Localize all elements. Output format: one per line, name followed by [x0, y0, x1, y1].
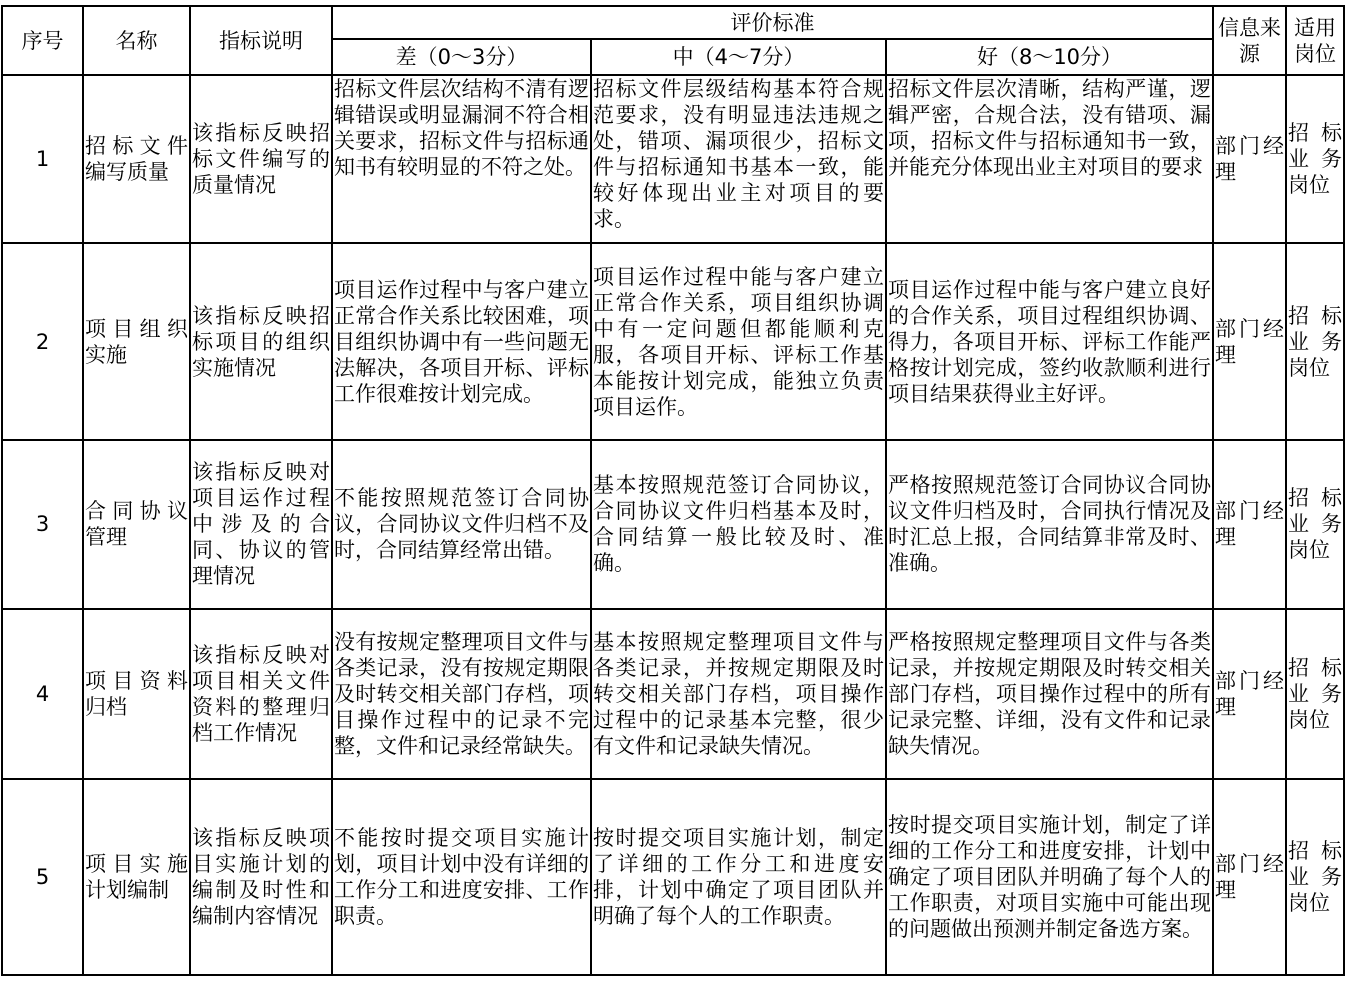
row-index: 4	[2, 609, 83, 778]
row-name: 招标文件编写质量	[83, 75, 190, 243]
row-good: 招标文件层次清晰，结构严谨，逻辑严密，合规合法，没有错项、漏项，招标文件与招标通知书一致，并能充分体现出业主对项目的要求	[886, 75, 1213, 243]
row-poor: 招标文件层次结构不清有逻辑错误或明显漏洞不符合相关要求，招标文件与招标通知书有较明显的不符之处。	[332, 75, 591, 243]
evaluation-table	[1, 5, 1345, 976]
row-description: 该指标反映招标项目的组织实施情况	[190, 243, 332, 439]
table-row	[2, 75, 1344, 243]
row-description: 该指标反映项目实施计划的编制及时性和编制内容情况	[190, 779, 332, 975]
table-row	[2, 609, 1344, 778]
row-index: 1	[2, 75, 83, 243]
row-source: 部门经理	[1213, 75, 1286, 243]
row-role: 招标业务岗位	[1286, 75, 1344, 243]
row-name: 合同协议管理	[83, 440, 190, 609]
row-medium: 基本按照规范签订合同协议，合同协议文件归档基本及时，合同结算一般比较及时、准确。	[591, 440, 886, 609]
row-index: 2	[2, 243, 83, 439]
table-row	[2, 440, 1344, 609]
row-medium: 招标文件层级结构基本符合规范要求，没有明显违法违规之处，错项、漏项很少，招标文件与招标通知书基本一致，能较好体现出业主对项目的要求。	[591, 75, 886, 243]
row-good: 严格按照规范签订合同协议合同协议文件归档及时，合同执行情况及时汇总上报，合同结算非常及时、准确。	[886, 440, 1213, 609]
header-source: 信息来源	[1213, 6, 1286, 75]
header-name: 名称	[83, 6, 190, 75]
row-name: 项目实施计划编制	[83, 779, 190, 975]
row-poor: 不能按时提交项目实施计划，项目计划中没有详细的工作分工和进度安排、工作职责。	[332, 779, 591, 975]
row-medium: 项目运作过程中能与客户建立正常合作关系，项目组织协调中有一定问题但都能顺利克服，各项目开标、评标工作基本能按计划完成，能独立负责项目运作。	[591, 243, 886, 439]
table-row	[2, 243, 1344, 439]
row-source: 部门经理	[1213, 609, 1286, 778]
row-role: 招标业务岗位	[1286, 440, 1344, 609]
row-poor: 没有按规定整理项目文件与各类记录，没有按规定期限及时转交相关部门存档，项目操作过程中的记录不完整，文件和记录经常缺失。	[332, 609, 591, 778]
row-name: 项目资料归档	[83, 609, 190, 778]
row-medium: 基本按照规定整理项目文件与各类记录，并按规定期限及时转交相关部门存档，项目操作过程中的记录基本完整，很少有文件和记录缺失情况。	[591, 609, 886, 778]
row-description: 该指标反映招标文件编写的质量情况	[190, 75, 332, 243]
header-index: 序号	[2, 6, 83, 75]
row-description: 该指标反映对项目运作过程中涉及的合同、协议的管理情况	[190, 440, 332, 609]
row-good: 严格按照规定整理项目文件与各类记录，并按规定期限及时转交相关部门存档，项目操作过程中的所有记录完整、详细，没有文件和记录缺失情况。	[886, 609, 1213, 778]
row-good: 按时提交项目实施计划，制定了详细的工作分工和进度安排，计划中确定了项目团队并明确了每个人的工作职责，对项目实施中可能出现的问题做出预测并制定备选方案。	[886, 779, 1213, 975]
table-row	[2, 779, 1344, 975]
header-role: 适用岗位	[1286, 6, 1344, 75]
header-good: 好（8～10分）	[886, 39, 1213, 75]
row-source: 部门经理	[1213, 779, 1286, 975]
row-index: 5	[2, 779, 83, 975]
row-poor: 不能按照规范签订合同协议，合同协议文件归档不及时，合同结算经常出错。	[332, 440, 591, 609]
row-index: 3	[2, 440, 83, 609]
row-source: 部门经理	[1213, 243, 1286, 439]
header-description: 指标说明	[190, 6, 332, 75]
row-description: 该指标反映对项目相关文件资料的整理归档工作情况	[190, 609, 332, 778]
row-source: 部门经理	[1213, 440, 1286, 609]
row-role: 招标业务岗位	[1286, 779, 1344, 975]
row-name: 项目组织实施	[83, 243, 190, 439]
header-poor: 差（0～3分）	[332, 39, 591, 75]
row-role: 招标业务岗位	[1286, 243, 1344, 439]
row-poor: 项目运作过程中与客户建立正常合作关系比较困难，项目组织协调中有一些问题无法解决，各项目开标、评标工作很难按计划完成。	[332, 243, 591, 439]
row-good: 项目运作过程中能与客户建立良好的合作关系，项目过程组织协调、得力，各项目开标、评标工作能严格按计划完成，签约收款顺利进行项目结果获得业主好评。	[886, 243, 1213, 439]
row-medium: 按时提交项目实施计划，制定了详细的工作分工和进度安排，计划中确定了项目团队并明确了每个人的工作职责。	[591, 779, 886, 975]
header-medium: 中（4～7分）	[591, 39, 886, 75]
row-role: 招标业务岗位	[1286, 609, 1344, 778]
header-criteria: 评价标准	[332, 6, 1213, 39]
